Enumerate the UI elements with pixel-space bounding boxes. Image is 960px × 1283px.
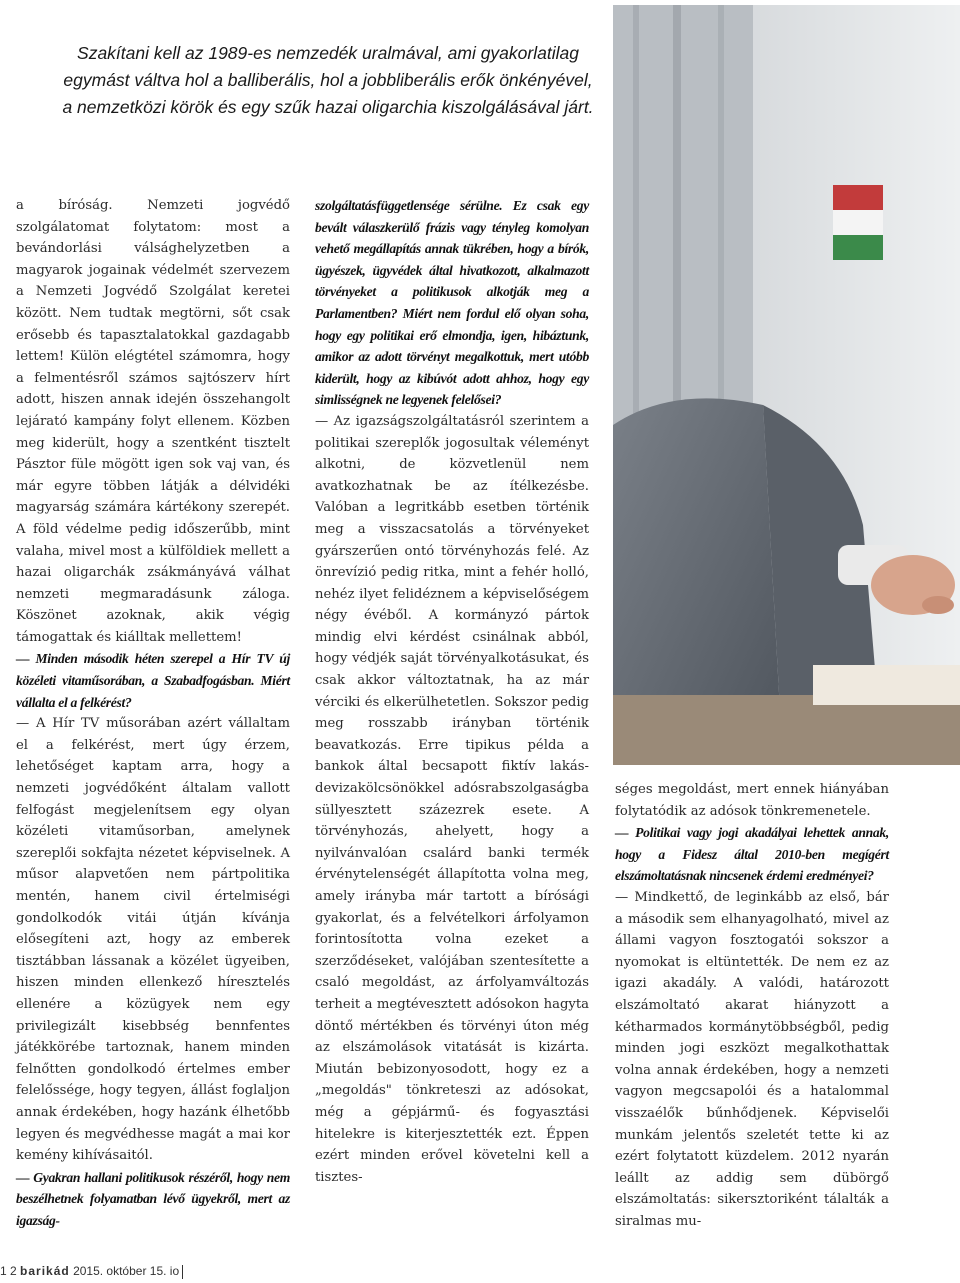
interview-question: — Minden második héten szerepel a Hír TV új közéleti vitaműsorában, a Szabadfogásban. Miért vállalta el a felkérést?	[16, 651, 290, 710]
footer-divider	[182, 1265, 183, 1279]
article-column-2	[315, 195, 589, 1188]
interview-question: — Gyakran hallani politikusok részéről, hogy nem beszélhetnek folyamatban lévő ügyekről, mert az igazság-	[16, 1169, 290, 1228]
body-paragraph: a bíróság. Nemzeti jogvédő szolgálatomat folytatom: most a bevándorlási válsághelyzetben a magyarok jogainak védelmét szervezem a Nemzeti Jogvédő Szolgálat keretei között. Nem tudtak megtörni, sőt csak erősebb és tapasztalatokkal gazdagabb lettem! Külön elégtétel számomra, hogy a felmentésről számos sajtószerv hírt adott, hiszen annak idején összehangolt lejárató kampány folyt ellenem. Közben meg kiderült, hogy a szentként tisztelt Pásztor füle mögött igen sok vaj van, és már egyre többen látják a délvidéki magyarság számára kártékony szerepét. A föld védelme pedig időszerűbb, mint valaha, mivel most a külföldiek mellett a hazai oligarchák zsákmányává válhat nemzeti megmaradásunk záloga. Köszönet azoknak, akik végig támogattak és kiálltak mellettem!	[16, 198, 290, 645]
interview-question: — Politikai vagy jogi akadályai lehettek annak, hogy a Fidesz által 2010-ben megígért elszámoltatásnak nincsenek érdemi eredményei?	[615, 825, 889, 884]
magazine-name: barikád	[20, 1264, 70, 1278]
issue-date: 2015. október 15. io	[73, 1264, 180, 1278]
body-paragraph: — A Hír TV műsorában azért vállaltam el a felkérést, mert úgy érzem, lehetőséget kaptam arra, hogy a nemzeti jogvédőként általam vallott felfogást megjelenítsem egy olyan közéleti vitaműsorban, amelynek szereplői sokfajta nézetet képviselnek. A műsor alapvetően nem pártpolitika mentén, hanem civil értelmiségi gondolkodók vitái útján kívánja elősegíteni azt, hogy az emberek tisztábban lássanak a közélet ügyeiben, hiszen minden ellenkező híresztelés ellenére a közügyek nem egy privilegizált kisebbség bennfentes játékkörébe tartoznak, hanem minden felnőtten gondolkodó értelmes ember felelőssége, hogy tegyen, állást foglaljon annak érdekében, hogy hazánk élhetőbb legyen és megvédhesse magát a mai kor kemény kihívásaitól.	[16, 716, 290, 1164]
body-paragraph: séges megoldást, mert ennek hiányában folytatódik az adósok tönkremenetele.	[615, 782, 889, 819]
article-column-1	[16, 195, 290, 1232]
article-column-3	[615, 779, 889, 1232]
pull-quote: Szakítani kell az 1989-es nemzedék uralmával, ami gyakorlatilag egymást váltva hol a balliberális, hol a jobbliberális erők önkényével, a nemzetközi körök és egy szűk hazai oligarchia kiszolgálásával járt.	[62, 43, 594, 117]
page-number: 1 2	[0, 1264, 17, 1278]
interview-question: szolgáltatásfüggetlensége sérülne. Ez csak egy bevált válaszkerülő frázis vagy tényleg komolyan vehető megállapítás annak tükrében, hogy a bírók, ügyészek, ügyvédek által hivatkozott, alkalmazott törvényeket a politikusok alkotják meg a Parlamentben? Miért nem fordul elő olyan soha, hogy egy politikai erő elmondja, igen, hibáztunk, amikor az adott törvényt megalkottuk, mert utóbb kiderült, hogy az kibúvót adott ahhoz, hogy egy simlisségnek ne legyenek felelősei?	[315, 198, 589, 408]
body-paragraph: — Mindkettő, de leginkább az első, bár a második sem elhanyagolható, mivel az állami vagyon fosztogatói sokszor a nyomokat is eltüntették. De nem ez az igazi akadály. A valódi, határozott elszámoltató akarat hiányzott a kétharmados kormánytöbbségből, pedig minden jogi eszközt megalkothattak volna annak érdekében, hogy a nemzeti vagyon megcsapolói és a hatalommal visszaélők bűnhődjenek. Képviselői munkám jelentős szeletét tette ki az ezért folytatott küzdelem. 2012 nyarán leállt az addig sem dübörgő elszámoltatás: sikersztoriként tálalták a siralmas mu-	[615, 889, 889, 1229]
body-paragraph: — Az igazságszolgáltatásról szerintem a politikai szereplők jogosultak véleményt alkotni, de közvetlenül nem avatkozhatnak be az ítélkezésbe. Valóban a legritkább esetben történik meg a visszacsatolás a törvényeket gyárszerűen ontó törvényhozás felé. Az önrevízió pedig ritka, mint a fehér holló, nehéz ilyet felidéznem a képviselőségem négy évéből. A kormányzó pártok mindig elvi kérdést csinálnak abból, hogy védjék saját törvényalkotásukat, és csak akkor változtatnak, ha az már vérciki és elkerülhetetlen. Sokszor pedig meg rosszabb irányban történik beavatkozás. Erre tipikus példa a bankok által becsapott fiktív lakás-devizakölcsönökkel adósrabszolgaságba süllyesztett százezrek esete. A törvényhozás, ahelyett, hogy a nyilvánvalóan csalárd banki termék érvénytelenségét állapította volna meg, amely irányba már tartott a bírósági gyakorlat, és a felvételkori árfolyamon forintosította volna ezeket a szerződéseket, valójában szentesítette a csaló megoldást, az árfolyamváltozás terheit a megtévesztett adósokon hagyta döntő mértékben és törvényi úton még az elszámolások vitatását is kizárta. Miután bebizonyosodott, hogy ez a „megoldás" tönkreteszi az adósokat, még a gépjármű- és fogyasztási hitelekre is kiterjesztették ezt. Éppen ezért minden erővel követelni kell a tisztes-	[315, 413, 589, 1185]
article-photo	[613, 5, 960, 765]
page-footer	[0, 1264, 183, 1279]
